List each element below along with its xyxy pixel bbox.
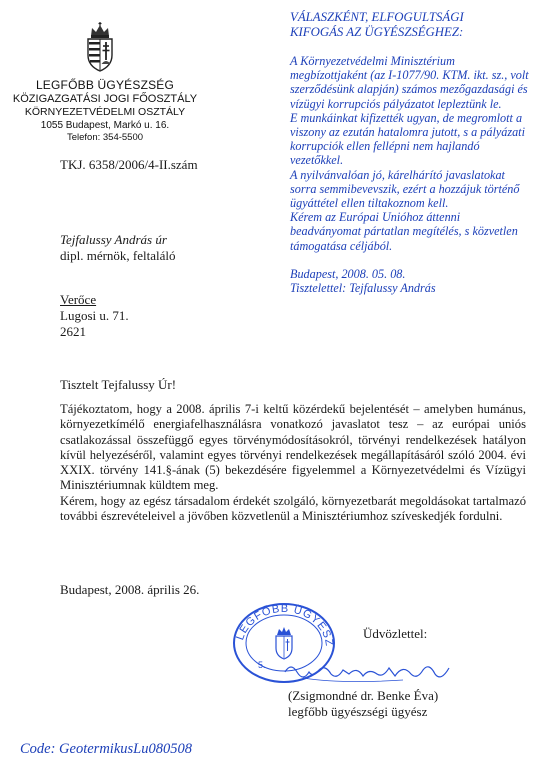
reply-note: [290, 10, 530, 295]
recipient-city: Verőce: [60, 292, 97, 307]
reply-title-line-1: VÁLASZKÉNT, ELFOGULTSÁGI: [290, 10, 464, 24]
stamp-number: 5.: [258, 660, 266, 670]
signer-block: [288, 688, 438, 720]
body-paragraph-2: Kérem, hogy az egész társadalom érdekét szolgáló, környezetbarát megoldásokat tartalmazó további észrevételeivel a jövőben közvetlenül a Minisztériumhoz szíveskedjék fordulni.: [60, 493, 526, 524]
handwritten-signature: [283, 658, 463, 686]
signer-name: (Zsigmondné dr. Benke Éva): [288, 688, 439, 703]
reply-paragraph-4: Kérem az Európai Unióhoz áttenni beadványomat pártatlan megítélés, s közvetlen támogatása céljából.: [290, 210, 518, 253]
department-name: KÖZIGAZGATÁSI JOGI FŐOSZTÁLY: [12, 93, 198, 105]
letter-body: [60, 402, 526, 524]
recipient-address: [60, 292, 129, 340]
office-phone: Telefon: 354-5500: [66, 132, 144, 143]
recipient-street: Lugosi u. 71.: [60, 308, 129, 323]
reply-paragraph-3: A nyilvánvalóan jó, kárelhárító javaslatokat sorra semmibevevszik, ezért a hozzájuk történő ügyáttétel ellen tiltakoznom kell.: [290, 167, 520, 211]
office-address: 1055 Budapest, Markó u. 16.: [40, 120, 170, 131]
letter-date: Budapest, 2008. április 26.: [60, 582, 200, 597]
stamp-text: LEGFŐBB ÜGYÉSZ: [234, 602, 336, 648]
reply-title-line-2: KIFOGÁS AZ ÜGYÉSZSÉGHEZ:: [290, 25, 464, 39]
coat-of-arms-icon: [83, 22, 117, 72]
body-paragraph-1: Tájékoztatom, hogy a 2008. április 7-i keltű közérdekű bejelentését – amelyben humánus, környezetkímélő energiafelhasználásra vonatkozó javaslatot tesz – az európai uniós csatlakozással összefüggő egyes törvénymódosításokról, törvényi rendelkezések hatályon kívül helyezéséről, valamint egyes törvényi rendelkezések megállapításáról szóló 2004. évi XXIX. törvény 141.§-ának (5) bekezdésére figyelemmel a Környezetvédelmi és Vízügyi Minisztériumnak küldtem meg.: [60, 402, 526, 493]
division-name: KÖRNYEZETVÉDELMI OSZTÁLY: [24, 106, 186, 118]
document-code: Code: GeotermikusLu080508: [20, 741, 192, 757]
recipient-title: dipl. mérnök, feltaláló: [60, 248, 176, 263]
recipient-block: [60, 232, 176, 264]
reply-signature: Tisztelettel: Tejfalussy András: [290, 281, 436, 296]
reply-place-date: Budapest, 2008. 05. 08.: [290, 266, 406, 281]
reply-note-title: [290, 10, 530, 40]
closing: Üdvözlettel:: [363, 626, 428, 641]
salutation: Tisztelt Tejfalussy Úr!: [60, 377, 177, 392]
reference-number: TKJ. 6358/2006/4-II.szám: [60, 157, 198, 172]
office-name: LEGFŐBB ÜGYÉSZSÉG: [35, 78, 175, 92]
reply-paragraph-2: E munkáinkat kifizették ugyan, de megromlott a viszony az ezután hatalomra jutott, s a pályázati korrupciók ellen fellépni nem hajlandó vezetőkkel.: [290, 110, 525, 168]
recipient-zip: 2621: [60, 324, 86, 339]
letterhead: [10, 78, 200, 144]
recipient-name: Tejfalussy András úr: [60, 232, 167, 247]
signer-role: legfőbb ügyészségi ügyész: [288, 704, 428, 719]
reply-paragraph-1: A Környezetvédelmi Minisztérium megbízottjaként (az I-1077/90. KTM. ikt. sz., volt szerződésünk alapján) számos mezőgazdasági és vízügyi korrupciós pályázatot lepleztünk le.: [290, 54, 529, 111]
